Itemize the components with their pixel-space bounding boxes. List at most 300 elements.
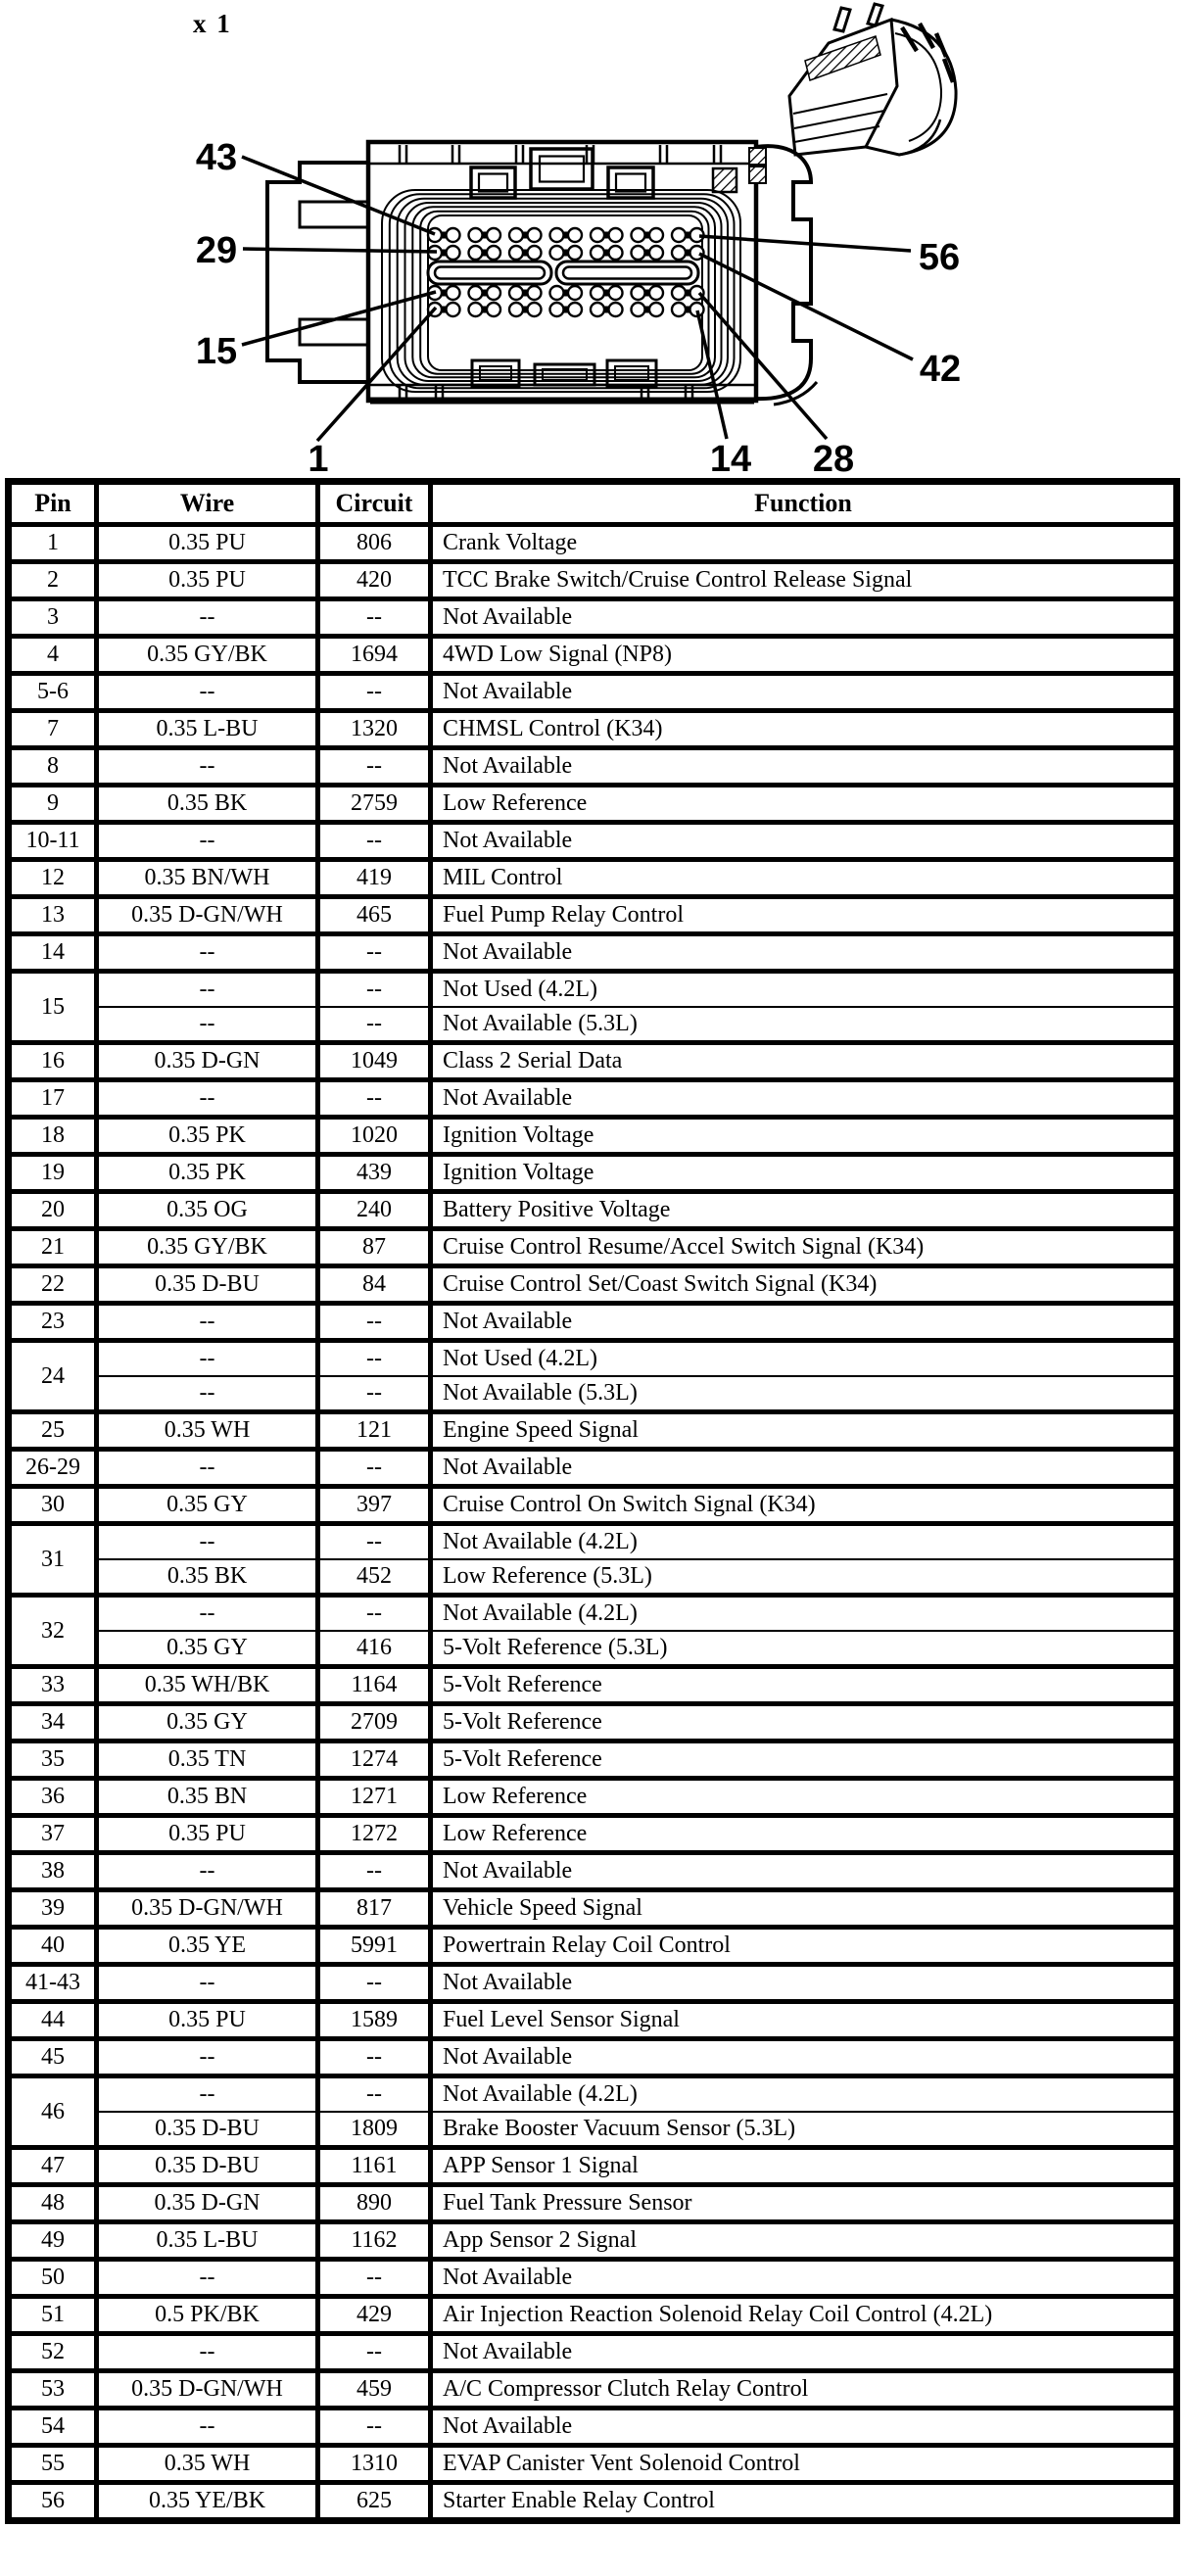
function-cell: Low Reference	[431, 1816, 1177, 1853]
circuit-cell: --	[318, 1524, 431, 1560]
wire-cell: --	[97, 2334, 318, 2371]
function-cell: A/C Compressor Clutch Relay Control	[431, 2371, 1177, 2409]
pin-circle	[447, 303, 460, 316]
circuit-cell: --	[318, 599, 431, 637]
function-cell: 5-Volt Reference	[431, 1667, 1177, 1704]
circuit-cell: 1272	[318, 1816, 431, 1853]
table-row	[9, 897, 1177, 934]
wire-cell: --	[97, 1524, 318, 1560]
function-cell: Not Available (4.2L)	[431, 1596, 1177, 1632]
function-cell: Not Used (4.2L)	[431, 972, 1177, 1008]
wire-cell: 0.35 D-GN/WH	[97, 2371, 318, 2409]
circuit-cell: --	[318, 2334, 431, 2371]
table-row	[9, 2185, 1177, 2222]
pin-circle	[609, 246, 623, 260]
pin-cell: 34	[9, 1704, 97, 1741]
wire-cell: 0.35 GY/BK	[97, 637, 318, 674]
wire-cell: 0.35 D-BU	[97, 2148, 318, 2185]
function-cell: Air Injection Reaction Solenoid Relay Coil Control (4.2L)	[431, 2297, 1177, 2334]
pin-cell: 10-11	[9, 823, 97, 860]
function-cell: 5-Volt Reference (5.3L)	[431, 1631, 1177, 1667]
function-cell: Not Available	[431, 1450, 1177, 1487]
table-row	[9, 1118, 1177, 1155]
pin-circle	[568, 303, 582, 316]
pin-circle	[550, 303, 564, 316]
wire-cell: 0.35 YE/BK	[97, 2483, 318, 2521]
pin-cell: 56	[9, 2483, 97, 2521]
function-cell: Cruise Control On Switch Signal (K34)	[431, 1487, 1177, 1524]
pin-circle	[509, 228, 523, 242]
pin-circle	[690, 246, 704, 260]
circuit-cell: --	[318, 2409, 431, 2446]
pin-circle	[528, 286, 542, 300]
function-cell: Fuel Tank Pressure Sensor	[431, 2185, 1177, 2222]
pin-cell: 49	[9, 2222, 97, 2260]
pin-circle	[528, 303, 542, 316]
circuit-cell: 5991	[318, 1928, 431, 1965]
pin-circle	[447, 228, 460, 242]
wire-cell: --	[97, 1450, 318, 1487]
function-cell: Vehicle Speed Signal	[431, 1890, 1177, 1928]
pin-cell: 13	[9, 897, 97, 934]
pin-cell: 47	[9, 2148, 97, 2185]
circuit-cell: 817	[318, 1890, 431, 1928]
pin-cell: 18	[9, 1118, 97, 1155]
leader-line-29	[243, 249, 437, 252]
circuit-cell: --	[318, 972, 431, 1008]
wire-cell: 0.35 BK	[97, 1559, 318, 1596]
header-wire: Wire	[97, 482, 318, 525]
connector-3d-icon	[789, 4, 956, 155]
circuit-cell: 1809	[318, 2112, 431, 2148]
pin-circle	[487, 228, 500, 242]
pin-circle	[428, 228, 442, 242]
pin-cell: 8	[9, 748, 97, 786]
function-cell: Battery Positive Voltage	[431, 1192, 1177, 1229]
function-cell: Not Available	[431, 1304, 1177, 1341]
circuit-cell: --	[318, 748, 431, 786]
table-row	[9, 599, 1177, 637]
keyway-slots	[428, 262, 698, 284]
wire-cell: 0.35 L-BU	[97, 711, 318, 748]
circuit-cell: --	[318, 1376, 431, 1412]
pin-cell: 25	[9, 1412, 97, 1450]
wire-cell: 0.35 PK	[97, 1118, 318, 1155]
circuit-cell: 1162	[318, 2222, 431, 2260]
function-cell: Cruise Control Set/Coast Switch Signal (K34)	[431, 1266, 1177, 1304]
wire-cell: 0.5 PK/BK	[97, 2297, 318, 2334]
circuit-cell: --	[318, 1450, 431, 1487]
wire-cell: --	[97, 1853, 318, 1890]
pin-cell: 48	[9, 2185, 97, 2222]
callout-15: 15	[195, 331, 238, 372]
pin-cell: 16	[9, 1043, 97, 1080]
circuit-cell: 625	[318, 2483, 431, 2521]
pinout-table-body	[9, 525, 1177, 2521]
table-row	[9, 1853, 1177, 1890]
scale-label: x 1	[193, 9, 232, 38]
pin-cell: 41-43	[9, 1965, 97, 2002]
pin-circle	[609, 286, 623, 300]
table-row	[9, 2297, 1177, 2334]
circuit-cell: 1589	[318, 2002, 431, 2039]
table-row	[9, 2112, 1177, 2148]
table-row	[9, 1965, 1177, 2002]
function-cell: Crank Voltage	[431, 525, 1177, 562]
pin-cell: 1	[9, 525, 97, 562]
table-row	[9, 2371, 1177, 2409]
wire-cell: --	[97, 823, 318, 860]
circuit-cell: --	[318, 1596, 431, 1632]
function-cell: Not Available	[431, 748, 1177, 786]
wire-cell: 0.35 D-GN	[97, 1043, 318, 1080]
function-cell: Cruise Control Resume/Accel Switch Signal (K34)	[431, 1229, 1177, 1266]
circuit-cell: 397	[318, 1487, 431, 1524]
function-cell: Not Available	[431, 599, 1177, 637]
circuit-cell: --	[318, 823, 431, 860]
pin-cell: 4	[9, 637, 97, 674]
wire-cell: --	[97, 1341, 318, 1377]
wire-cell: 0.35 PU	[97, 2002, 318, 2039]
callout-43: 43	[195, 137, 238, 178]
function-cell: Not Available (5.3L)	[431, 1007, 1177, 1043]
wire-cell: 0.35 D-BU	[97, 2112, 318, 2148]
function-cell: 5-Volt Reference	[431, 1704, 1177, 1741]
callout-56: 56	[918, 237, 961, 278]
pin-cell: 54	[9, 2409, 97, 2446]
function-cell: Fuel Level Sensor Signal	[431, 2002, 1177, 2039]
function-cell: Not Available	[431, 2334, 1177, 2371]
table-row	[9, 1412, 1177, 1450]
table-row	[9, 2334, 1177, 2371]
table-row	[9, 1816, 1177, 1853]
table-row	[9, 2039, 1177, 2076]
table-row	[9, 2002, 1177, 2039]
wire-cell: --	[97, 1965, 318, 2002]
circuit-cell: --	[318, 1853, 431, 1890]
function-cell: Not Available	[431, 2039, 1177, 2076]
pin-circle	[469, 303, 483, 316]
leader-line-15	[242, 292, 436, 345]
table-row	[9, 674, 1177, 711]
wire-cell: --	[97, 1596, 318, 1632]
pin-circle	[550, 286, 564, 300]
pin-circle	[591, 246, 604, 260]
pin-circle	[447, 246, 460, 260]
pin-circle	[528, 246, 542, 260]
wire-cell: --	[97, 972, 318, 1008]
callout-42: 42	[919, 349, 962, 390]
pin-circle	[550, 246, 564, 260]
circuit-cell: 1161	[318, 2148, 431, 2185]
circuit-cell: --	[318, 2076, 431, 2113]
wire-cell: 0.35 OG	[97, 1192, 318, 1229]
table-row	[9, 1043, 1177, 1080]
circuit-cell: 1320	[318, 711, 431, 748]
circuit-cell: --	[318, 934, 431, 972]
circuit-cell: 416	[318, 1631, 431, 1667]
pin-cell: 31	[9, 1524, 97, 1596]
pin-cell: 2	[9, 562, 97, 599]
wire-cell: 0.35 GY	[97, 1631, 318, 1667]
pin-cell: 12	[9, 860, 97, 897]
wire-cell: --	[97, 1304, 318, 1341]
circuit-cell: 429	[318, 2297, 431, 2334]
table-row	[9, 2076, 1177, 2113]
table-row	[9, 1890, 1177, 1928]
wire-cell: 0.35 PK	[97, 1155, 318, 1192]
circuit-cell: 1049	[318, 1043, 431, 1080]
pin-cell: 14	[9, 934, 97, 972]
pin-cell: 19	[9, 1155, 97, 1192]
pin-cell: 17	[9, 1080, 97, 1118]
function-cell: Not Available (4.2L)	[431, 2076, 1177, 2113]
table-row	[9, 1741, 1177, 1779]
circuit-cell: 459	[318, 2371, 431, 2409]
callout-28: 28	[812, 439, 855, 478]
function-cell: Not Available	[431, 934, 1177, 972]
pin-cell: 46	[9, 2076, 97, 2148]
pin-circle	[509, 286, 523, 300]
function-cell: Ignition Voltage	[431, 1118, 1177, 1155]
callout-29: 29	[195, 230, 238, 271]
connector-diagram	[0, 0, 1188, 478]
pin-circle	[469, 228, 483, 242]
pin-cell: 45	[9, 2039, 97, 2076]
pin-circle	[528, 228, 542, 242]
leader-line-56	[699, 236, 911, 251]
pin-cell: 26-29	[9, 1450, 97, 1487]
table-row	[9, 1266, 1177, 1304]
wire-cell: 0.35 D-GN/WH	[97, 897, 318, 934]
function-cell: Fuel Pump Relay Control	[431, 897, 1177, 934]
pin-cell: 38	[9, 1853, 97, 1890]
function-cell: TCC Brake Switch/Cruise Control Release Signal	[431, 562, 1177, 599]
table-row	[9, 786, 1177, 823]
wire-cell: 0.35 PU	[97, 562, 318, 599]
table-row	[9, 1229, 1177, 1266]
circuit-cell: --	[318, 1007, 431, 1043]
wire-cell: --	[97, 674, 318, 711]
table-row	[9, 934, 1177, 972]
pin-cell: 15	[9, 972, 97, 1043]
pin-circle	[509, 303, 523, 316]
pin-circle	[672, 303, 686, 316]
wire-cell: --	[97, 934, 318, 972]
circuit-cell: --	[318, 2260, 431, 2297]
wire-cell: 0.35 D-GN/WH	[97, 1890, 318, 1928]
pin-cell: 30	[9, 1487, 97, 1524]
table-row	[9, 2483, 1177, 2521]
pin-circle	[632, 246, 645, 260]
leader-line-1	[317, 308, 436, 441]
table-row	[9, 1928, 1177, 1965]
function-cell: Not Available (4.2L)	[431, 1524, 1177, 1560]
circuit-cell: 121	[318, 1412, 431, 1450]
pin-circle	[469, 246, 483, 260]
circuit-cell: 806	[318, 525, 431, 562]
function-cell: 4WD Low Signal (NP8)	[431, 637, 1177, 674]
circuit-cell: 1271	[318, 1779, 431, 1816]
pin-circle	[649, 228, 663, 242]
table-row	[9, 1304, 1177, 1341]
function-cell: Not Available	[431, 1965, 1177, 2002]
pin-circle	[649, 303, 663, 316]
table-row	[9, 525, 1177, 562]
table-row	[9, 1450, 1177, 1487]
circuit-cell: --	[318, 2039, 431, 2076]
table-row	[9, 1524, 1177, 1560]
pin-circle	[609, 228, 623, 242]
pin-cell: 7	[9, 711, 97, 748]
table-row	[9, 1080, 1177, 1118]
wire-cell: --	[97, 748, 318, 786]
function-cell: Not Available	[431, 2260, 1177, 2297]
table-row	[9, 2446, 1177, 2483]
table-header-row	[9, 482, 1177, 525]
circuit-cell: 439	[318, 1155, 431, 1192]
circuit-cell: --	[318, 1965, 431, 2002]
wire-cell: 0.35 YE	[97, 1928, 318, 1965]
wire-cell: 0.35 BN/WH	[97, 860, 318, 897]
wire-cell: 0.35 L-BU	[97, 2222, 318, 2260]
table-row	[9, 1704, 1177, 1741]
function-cell: EVAP Canister Vent Solenoid Control	[431, 2446, 1177, 2483]
pin-cell: 20	[9, 1192, 97, 1229]
pin-cell: 33	[9, 1667, 97, 1704]
circuit-cell: 452	[318, 1559, 431, 1596]
table-row	[9, 1596, 1177, 1632]
callout-14: 14	[709, 439, 752, 478]
circuit-cell: 84	[318, 1266, 431, 1304]
circuit-cell: 87	[318, 1229, 431, 1266]
wire-cell: 0.35 GY	[97, 1704, 318, 1741]
pinout-table	[5, 478, 1180, 2524]
function-cell: Not Available (5.3L)	[431, 1376, 1177, 1412]
pin-cell: 53	[9, 2371, 97, 2409]
wire-cell: 0.35 D-BU	[97, 1266, 318, 1304]
pin-circle	[487, 303, 500, 316]
table-row	[9, 1631, 1177, 1667]
pin-cell: 35	[9, 1741, 97, 1779]
pin-circle	[672, 246, 686, 260]
wire-cell: 0.35 PU	[97, 1816, 318, 1853]
pin-circle	[568, 228, 582, 242]
wire-cell: --	[97, 1080, 318, 1118]
table-row	[9, 1192, 1177, 1229]
table-row	[9, 2260, 1177, 2297]
pin-cell: 3	[9, 599, 97, 637]
table-row	[9, 2148, 1177, 2185]
pin-circle	[632, 286, 645, 300]
pin-circle	[487, 286, 500, 300]
table-row	[9, 1779, 1177, 1816]
table-row	[9, 562, 1177, 599]
pin-cell: 37	[9, 1816, 97, 1853]
table-row	[9, 1155, 1177, 1192]
wire-cell: --	[97, 1007, 318, 1043]
function-cell: Low Reference (5.3L)	[431, 1559, 1177, 1596]
pin-circle	[591, 228, 604, 242]
function-cell: Class 2 Serial Data	[431, 1043, 1177, 1080]
circuit-cell: 1274	[318, 1741, 431, 1779]
pin-cell: 21	[9, 1229, 97, 1266]
callout-1: 1	[308, 439, 329, 478]
circuit-cell: 240	[318, 1192, 431, 1229]
function-cell: Not Available	[431, 1853, 1177, 1890]
pin-cell: 23	[9, 1304, 97, 1341]
function-cell: Powertrain Relay Coil Control	[431, 1928, 1177, 1965]
pin-circle	[672, 286, 686, 300]
connector-face-drawing	[267, 142, 817, 405]
pin-cell: 55	[9, 2446, 97, 2483]
leader-line-42	[699, 254, 913, 359]
function-cell: App Sensor 2 Signal	[431, 2222, 1177, 2260]
table-row	[9, 711, 1177, 748]
table-row	[9, 748, 1177, 786]
wire-cell: --	[97, 2260, 318, 2297]
wire-cell: 0.35 TN	[97, 1741, 318, 1779]
pin-cell: 39	[9, 1890, 97, 1928]
function-cell: Not Available	[431, 2409, 1177, 2446]
pin-circle	[509, 246, 523, 260]
function-cell: Not Available	[431, 823, 1177, 860]
pin-cell: 5-6	[9, 674, 97, 711]
pin-cell: 40	[9, 1928, 97, 1965]
leader-line-43	[242, 157, 435, 234]
table-row	[9, 1559, 1177, 1596]
wire-cell: 0.35 WH/BK	[97, 1667, 318, 1704]
table-row	[9, 823, 1177, 860]
table-row	[9, 972, 1177, 1008]
table-row	[9, 1007, 1177, 1043]
circuit-cell: 1164	[318, 1667, 431, 1704]
function-cell: Low Reference	[431, 786, 1177, 823]
wire-cell: --	[97, 2076, 318, 2113]
function-cell: Not Used (4.2L)	[431, 1341, 1177, 1377]
wire-cell: --	[97, 2409, 318, 2446]
function-cell: Brake Booster Vacuum Sensor (5.3L)	[431, 2112, 1177, 2148]
wire-cell: --	[97, 1376, 318, 1412]
pin-grid	[428, 228, 704, 316]
pin-circle	[609, 303, 623, 316]
pin-cell: 44	[9, 2002, 97, 2039]
table-row	[9, 1376, 1177, 1412]
circuit-cell: 2709	[318, 1704, 431, 1741]
wire-cell: 0.35 BK	[97, 786, 318, 823]
pin-cell: 9	[9, 786, 97, 823]
table-row	[9, 1667, 1177, 1704]
leader-line-28	[699, 293, 827, 439]
pin-circle	[672, 228, 686, 242]
table-row	[9, 637, 1177, 674]
circuit-cell: 1310	[318, 2446, 431, 2483]
pin-circle	[487, 246, 500, 260]
pin-circle	[550, 228, 564, 242]
table-row	[9, 1487, 1177, 1524]
pin-circle	[568, 286, 582, 300]
pin-circle	[632, 228, 645, 242]
function-cell: Ignition Voltage	[431, 1155, 1177, 1192]
circuit-cell: 465	[318, 897, 431, 934]
wire-cell: 0.35 WH	[97, 1412, 318, 1450]
pin-circle	[469, 286, 483, 300]
header-function: Function	[431, 482, 1177, 525]
wire-cell: 0.35 WH	[97, 2446, 318, 2483]
table-row	[9, 860, 1177, 897]
header-pin: Pin	[9, 482, 97, 525]
function-cell: 5-Volt Reference	[431, 1741, 1177, 1779]
